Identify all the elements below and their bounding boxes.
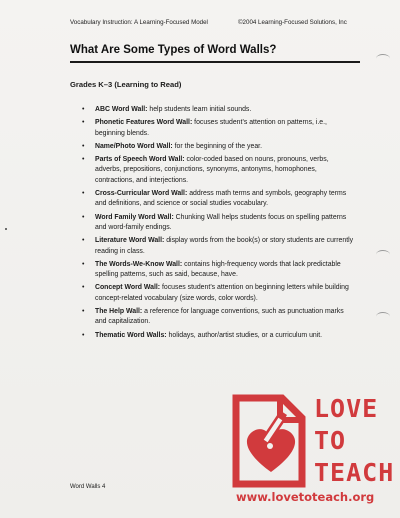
item-term: Phonetic Features Word Wall: bbox=[95, 119, 193, 127]
bullet-icon: • bbox=[82, 284, 85, 292]
logo-word-to: TO bbox=[314, 426, 347, 455]
item-description: focuses student’s attention on beginning letters while building concept-related vocabulary (size words, color words). bbox=[95, 284, 349, 302]
bullet-icon: • bbox=[82, 237, 85, 245]
list-item bbox=[82, 283, 354, 304]
love-to-teach-logo[interactable] bbox=[232, 394, 395, 512]
bullet-icon: • bbox=[82, 119, 85, 127]
bullet-icon: • bbox=[82, 106, 85, 113]
item-description: focuses student’s attention on patterns, i.e., beginning blends. bbox=[95, 119, 327, 137]
bullet-icon: • bbox=[82, 142, 85, 150]
item-term: Parts of Speech Word Wall: bbox=[95, 156, 185, 164]
page-title: What Are Some Types of Word Walls? bbox=[70, 44, 277, 56]
bullet-icon: • bbox=[82, 308, 85, 316]
list-item bbox=[82, 155, 354, 186]
list-item bbox=[82, 105, 354, 115]
item-description: address math terms and symbols, geography terms and definitions, and science or social studies vocabulary. bbox=[95, 190, 347, 208]
list-item bbox=[82, 213, 354, 234]
item-description: a reference for language conventions, such as punctuation marks and capitalization. bbox=[95, 308, 344, 326]
item-description: display words from the book(s) or story students are currently reading in class. bbox=[95, 237, 354, 255]
list-item bbox=[82, 189, 354, 210]
item-term: The Help Wall: bbox=[95, 308, 143, 316]
scan-speck bbox=[5, 228, 7, 230]
item-description: help students learn initial sounds. bbox=[147, 106, 252, 113]
list-item bbox=[82, 142, 354, 152]
item-description: for the beginning of the year. bbox=[172, 142, 262, 150]
title-underline bbox=[70, 61, 360, 63]
logo-word-love: LOVE bbox=[314, 394, 379, 423]
item-term: The Words-We-Know Wall: bbox=[95, 260, 183, 268]
item-description: contains high-frequency words that lack predictable spelling patterns, such as said, because, have. bbox=[95, 260, 341, 279]
page-curl-mark bbox=[376, 54, 390, 63]
bullet-icon: • bbox=[82, 331, 85, 339]
item-term: ABC Word Wall: bbox=[95, 106, 148, 113]
bullet-icon: • bbox=[82, 156, 85, 164]
list-item bbox=[82, 236, 354, 257]
bullet-icon: • bbox=[82, 260, 85, 268]
item-term: Concept Word Wall: bbox=[95, 284, 161, 292]
word-wall-types-list bbox=[82, 105, 354, 344]
item-term: Name/Photo Word Wall: bbox=[95, 142, 173, 150]
logo-url-link[interactable]: www.lovetoteach.org bbox=[236, 490, 375, 504]
list-item bbox=[82, 260, 354, 281]
item-term: Cross-Curricular Word Wall: bbox=[95, 190, 188, 198]
item-description: color-coded based on nouns, pronouns, verbs, adverbs, prepositions, conjunctions, synonyms, antonyms, homophones, contractions, and interjections. bbox=[95, 156, 329, 184]
item-description: holidays, author/artist studies, or a curriculum unit. bbox=[166, 331, 323, 339]
list-item bbox=[82, 307, 354, 328]
page-footer: Word Walls 4 bbox=[70, 484, 106, 490]
grade-heading: Grades K–3 (Learning to Read) bbox=[70, 80, 182, 89]
list-item bbox=[82, 331, 354, 341]
item-term: Word Family Word Wall: bbox=[95, 213, 174, 221]
item-term: Literature Word Wall: bbox=[95, 237, 165, 245]
header-copyright: ©2004 Learning-Focused Solutions, Inc bbox=[238, 19, 347, 26]
list-item bbox=[82, 118, 354, 139]
item-description: Chunking Wall helps students focus on spelling patterns and word-family endings. bbox=[95, 213, 347, 232]
logo-word-teach: TEACH bbox=[314, 458, 395, 487]
item-term: Thematic Word Walls: bbox=[95, 331, 167, 339]
bullet-icon: • bbox=[82, 213, 85, 221]
header-source: Vocabulary Instruction: A Learning-Focused Model bbox=[70, 19, 208, 26]
page-curl-mark bbox=[376, 250, 390, 259]
bullet-icon: • bbox=[82, 190, 85, 198]
page-curl-mark bbox=[376, 312, 390, 321]
document-heart-icon bbox=[232, 394, 310, 488]
